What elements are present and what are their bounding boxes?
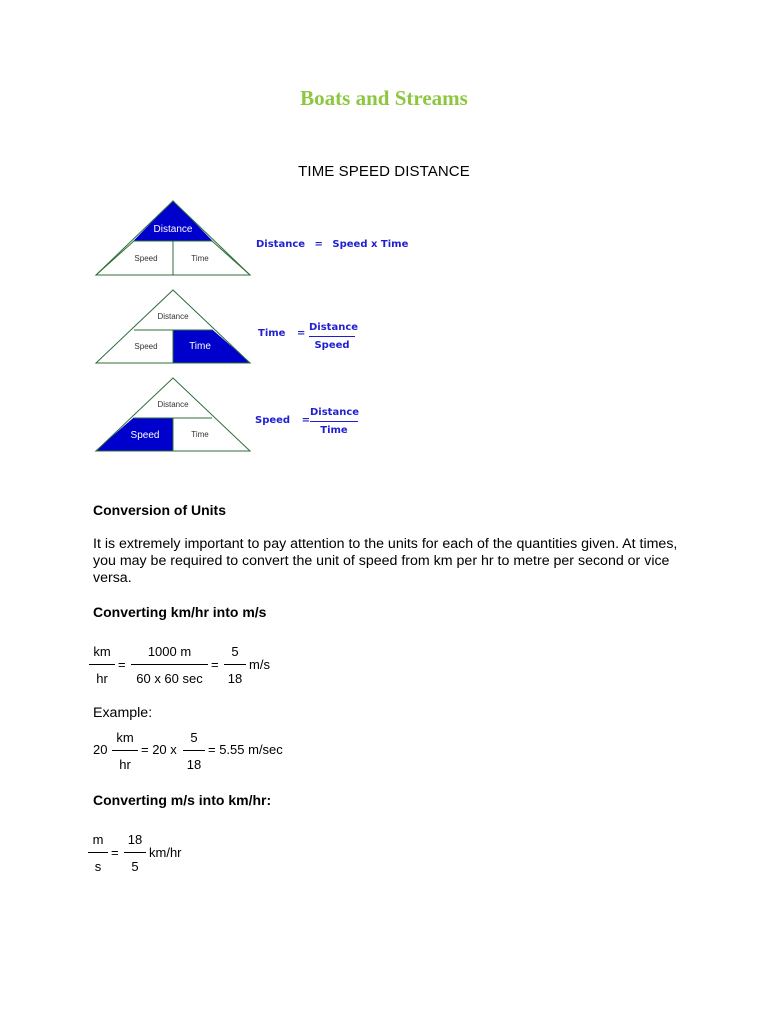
triangle-top-label: Distance bbox=[153, 224, 193, 235]
document-title: Boats and Streams bbox=[300, 86, 468, 110]
conversion-paragraph: It is extremely important to pay attention to the units for each of the quantities given. At times, you may be required to convert the unit of speed from km per hr to metre per second or vice versa. bbox=[93, 536, 678, 586]
equals-sign: = bbox=[111, 845, 119, 860]
triangle-time bbox=[95, 289, 251, 365]
equals-sign: = bbox=[211, 657, 219, 672]
triangle-left-label: Speed bbox=[134, 254, 158, 263]
triangle-top-label: Distance bbox=[157, 312, 189, 321]
triangle-right-label: Time bbox=[189, 341, 211, 352]
example-result: = 5.55 m/sec bbox=[208, 742, 283, 757]
triangle-top-label: Distance bbox=[157, 400, 189, 409]
triangle-right-label: Time bbox=[191, 430, 209, 439]
example-lead: 20 bbox=[93, 742, 108, 757]
formula-time-lhs: Time = bbox=[258, 328, 306, 339]
kmhr-heading: Converting km/hr into m/s bbox=[93, 604, 267, 620]
example-fraction-1: km hr bbox=[112, 730, 138, 772]
equals-sign: = bbox=[118, 657, 126, 672]
kmhr-fraction-1: km hr bbox=[89, 644, 115, 686]
example-fraction-2: 5 18 bbox=[183, 730, 205, 772]
kmhr-fraction-2: 1000 m 60 x 60 sec bbox=[131, 644, 208, 686]
triangle-right-label: Time bbox=[191, 254, 209, 263]
kmhr-unit: m/s bbox=[249, 657, 270, 672]
triangle-speed bbox=[95, 377, 251, 453]
triangle-left-label: Speed bbox=[130, 430, 160, 441]
formula-time-fraction: Distance Speed bbox=[309, 322, 359, 351]
section-title: TIME SPEED DISTANCE bbox=[298, 163, 470, 180]
example-mid: = 20 x bbox=[141, 742, 177, 757]
conversion-heading: Conversion of Units bbox=[93, 502, 227, 518]
example-label: Example: bbox=[93, 705, 153, 721]
formula-speed-fraction: Distance Time bbox=[310, 407, 360, 436]
kmhr-fraction-3: 5 18 bbox=[224, 644, 246, 686]
ms-fraction-2: 18 5 bbox=[124, 832, 146, 874]
ms-heading: Converting m/s into km/hr: bbox=[93, 792, 272, 808]
triangle-left-label: Speed bbox=[134, 342, 158, 351]
ms-fraction-1: m s bbox=[88, 832, 108, 874]
formula-speed-lhs: Speed = bbox=[255, 415, 310, 426]
formula-distance: Distance = Speed x Time bbox=[256, 239, 409, 250]
triangle-distance bbox=[95, 200, 251, 276]
ms-unit: km/hr bbox=[149, 845, 182, 860]
